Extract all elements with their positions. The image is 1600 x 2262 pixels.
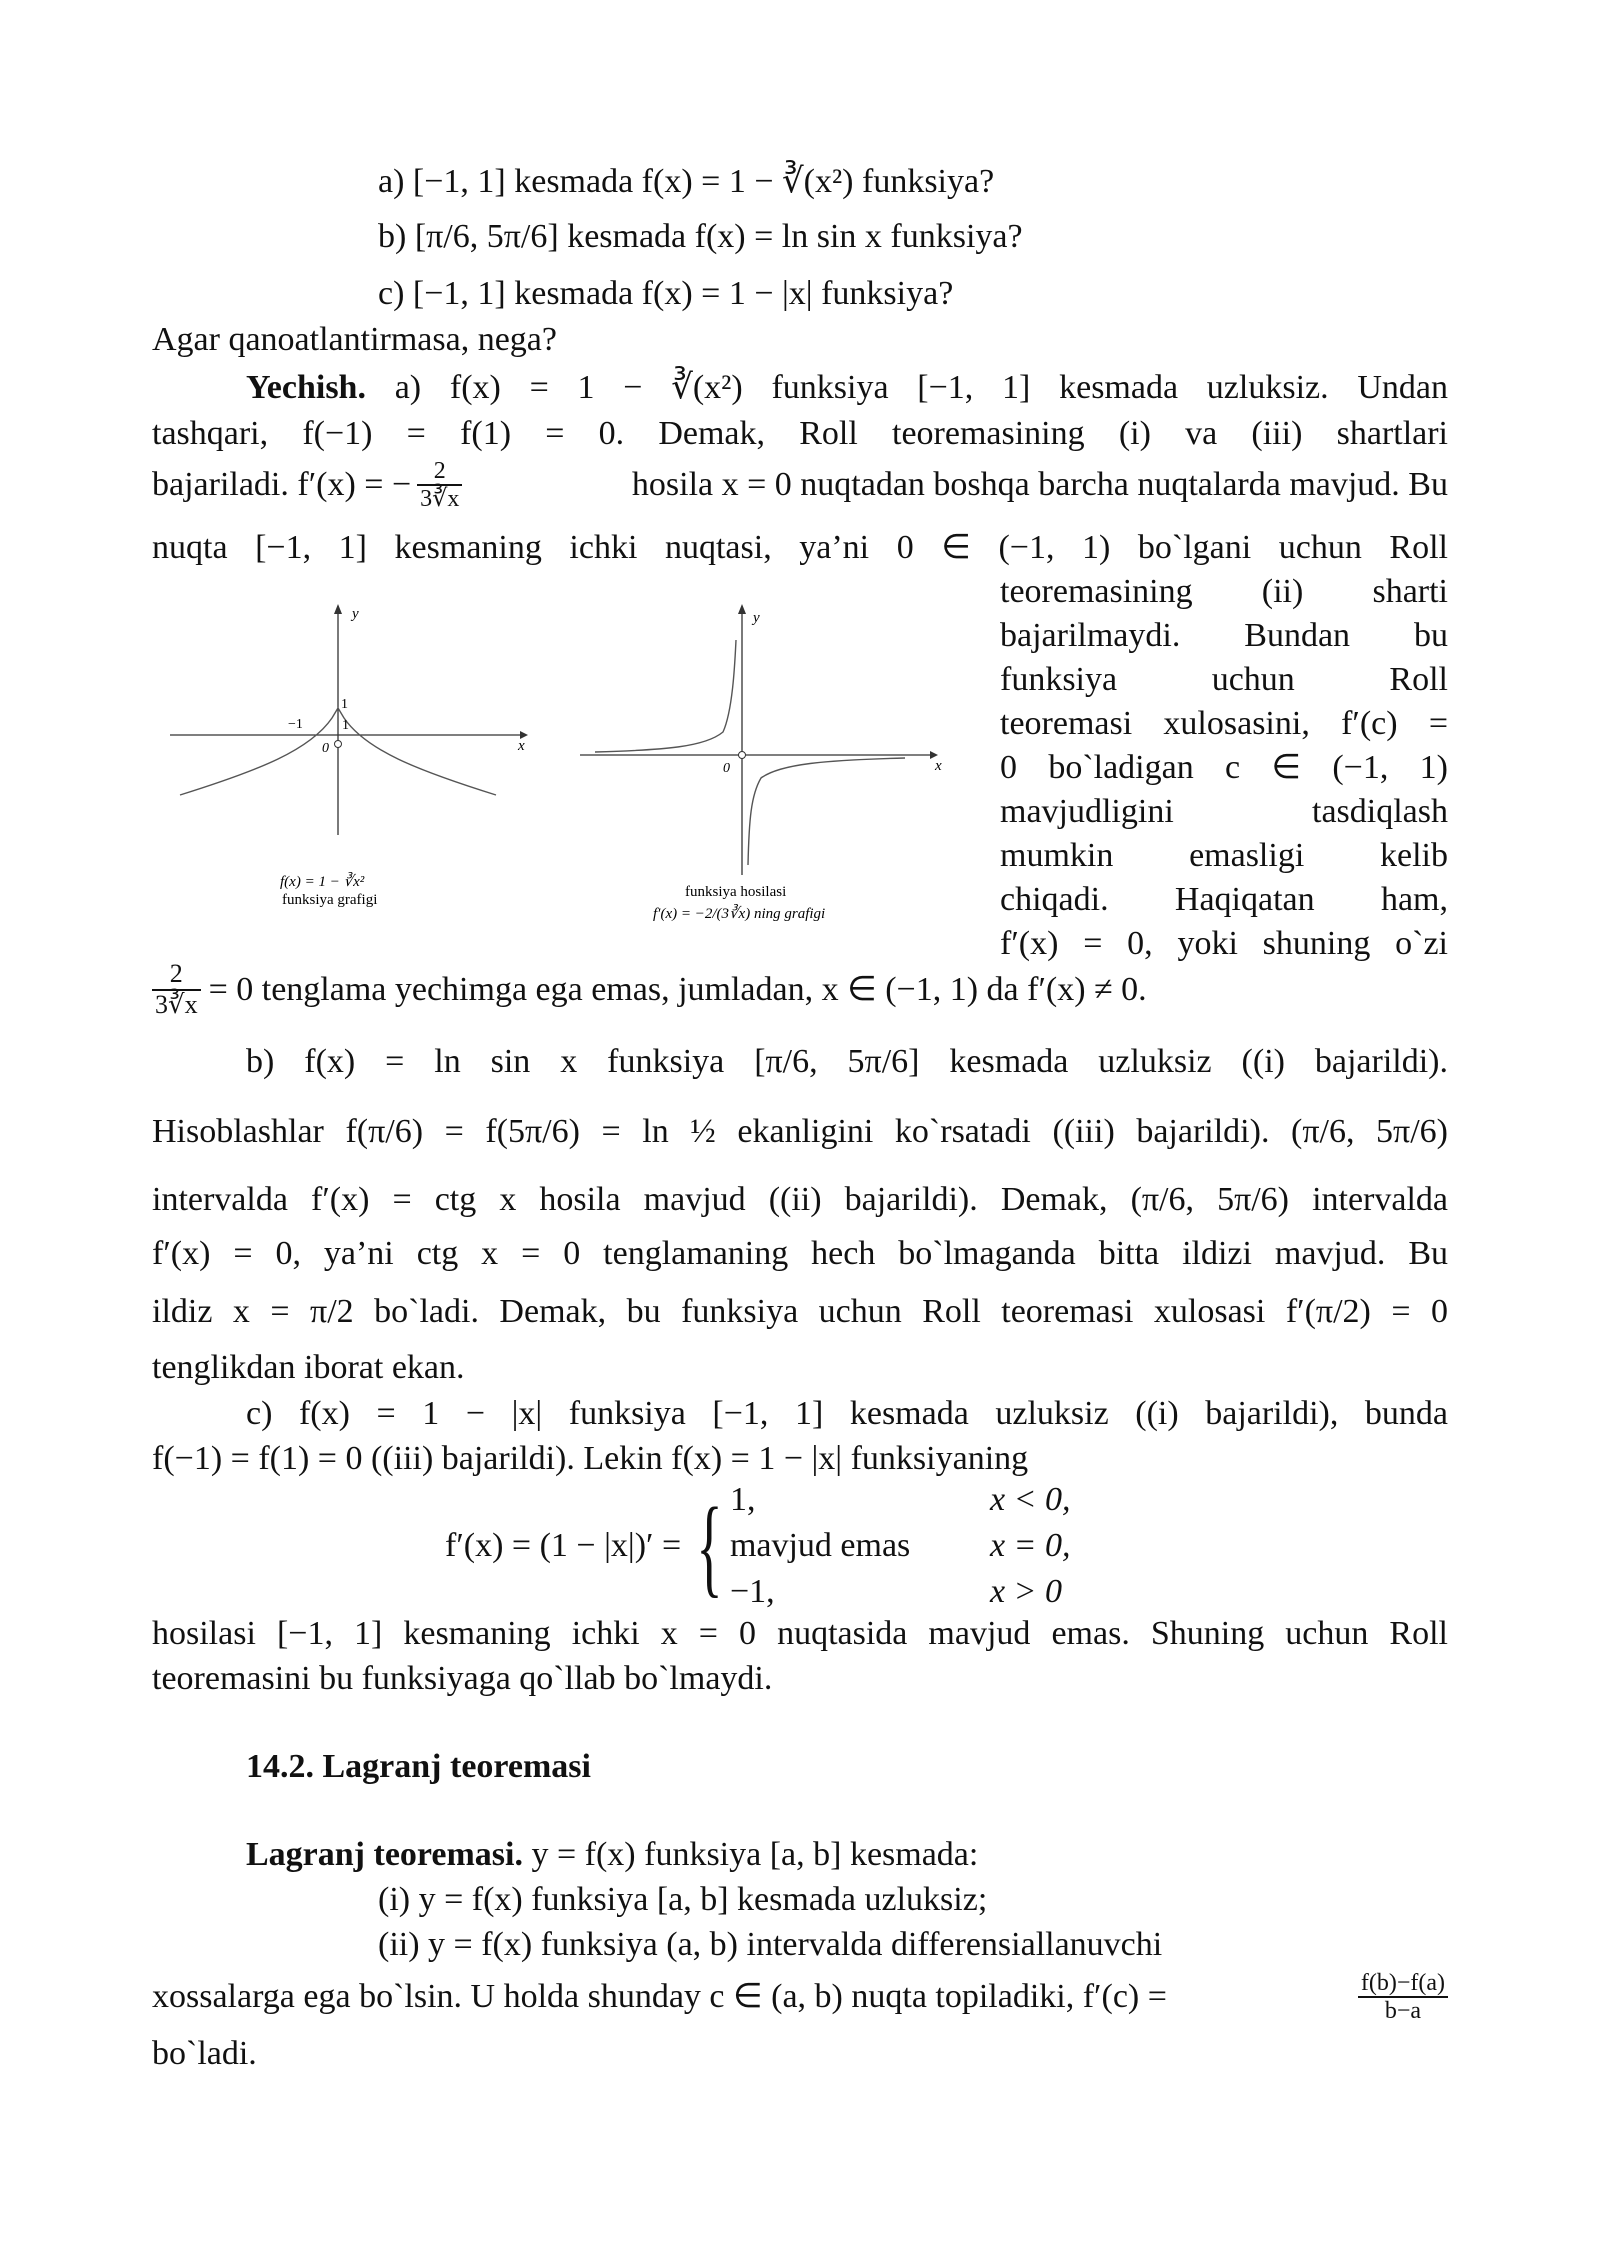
y-axis-arrow xyxy=(738,604,746,614)
derivative-fraction: $\frac{2}{3∛x}$ xyxy=(417,458,462,513)
cusp-marker xyxy=(335,741,342,748)
solution-a-line2: tashqari, f(−1) = f(1) = 0. Demak, Roll teoremasining (i) va (iii) shartlari xyxy=(152,415,1448,452)
side-text-line: teoremasi xulosasini, f′(c) = xyxy=(1000,705,1448,742)
solution-b-line5: ildiz x = π/2 bo`ladi. Demak, bu funksiya uchun Roll teoremasi xulosasi f′(π/2) = 0 xyxy=(152,1293,1448,1330)
solution-c-line3: hosilasi [−1, 1] kesmaning ichki x = 0 nuqtasida mavjud emas. Shuning uchun Roll xyxy=(152,1615,1448,1652)
case-condition: x < 0, xyxy=(989,1481,1071,1518)
solution-a-line3: bajariladi. f′(x) = − $\frac{2}{3∛x}$ hosila x = 0 nuqtadan boshqa barcha nuqtalarda mavjud. Bu xyxy=(152,458,1448,513)
y-label: y xyxy=(753,610,760,626)
solution-b-line3: intervalda f′(x) = ctg x hosila mavjud ((ii) bajarildi). Demak, (π/6, 5π/6) intervalda xyxy=(152,1181,1448,1218)
solution-b-line2: Hisoblashlar f(π/6) = f(5π/6) = ln ½ ekanligini ko`rsatadi ((iii) bajarildi). (π/6, 5π/6) xyxy=(152,1113,1448,1150)
graph-derivative xyxy=(575,600,965,930)
side-text-line: teoremasining (ii) sharti xyxy=(1000,573,1448,610)
origin-label: 0 xyxy=(322,741,329,756)
y-axis-arrow xyxy=(334,604,342,614)
side-text-line: bajarilmaydi. Bundan bu xyxy=(1000,617,1448,654)
piecewise-derivative: f′(x) = (1 − |x|)′ = { 1, x < 0, mavjud emas x = 0, −1, x > 0 xyxy=(445,1478,1140,1615)
tick-y-one: 1 xyxy=(341,697,348,712)
case-condition: x = 0, xyxy=(989,1527,1071,1565)
side-text-line: funksiya uchun Roll xyxy=(1000,661,1448,698)
left-brace: { xyxy=(696,1485,723,1608)
right-caption-2: f′(x) = −2/(3∛x) ning grafigi xyxy=(653,906,826,922)
conclusion-fraction: $\frac{2}{3∛x}$ xyxy=(152,960,201,1019)
curve-left-branch xyxy=(595,640,736,752)
condition-ii: (ii) y = f(x) funksiya (a, b) intervalda differensiallanuvchi xyxy=(378,1926,1163,1963)
solution-b-line4: f′(x) = 0, ya’ni ctg x = 0 tenglamaning hech bo`lmaganda bitta ildizi mavjud. Bu xyxy=(152,1235,1448,1272)
solution-c-line2: f(−1) = f(1) = 0 ((iii) bajarildi). Lekin f(x) = 1 − |x| funksiyaning xyxy=(152,1440,1029,1477)
theorem-statement: Lagranj teoremasi. y = f(x) funksiya [a, b] kesmada: xyxy=(246,1836,979,1873)
solution-c-line1: c) f(x) = 1 − |x| funksiya [−1, 1] kesmada uzluksiz ((i) bajarildi), bunda xyxy=(246,1395,1448,1432)
left-caption-1: f(x) = 1 − ∛x² xyxy=(280,874,365,890)
solution-a-line4: nuqta [−1, 1] kesmaning ichki nuqtasi, ya’ni 0 ∈ (−1, 1) bo`lgani uchun Roll xyxy=(152,529,1448,566)
case-condition: x > 0 xyxy=(989,1573,1062,1611)
side-text-line: f′(x) = 0, yoki shuning o`zi xyxy=(1000,925,1448,962)
theorem-end: bo`ladi. xyxy=(152,2035,257,2072)
y-label: y xyxy=(352,606,359,622)
side-text-line: mavjudligini tasdiqlash xyxy=(1000,793,1448,830)
solution-heading: Yechish. xyxy=(246,369,366,406)
question-c: c) [−1, 1] kesmada f(x) = 1 − |x| funksiya? xyxy=(378,275,954,312)
graph-function xyxy=(160,600,540,920)
solution-b-line6: tenglikdan iborat ekan. xyxy=(152,1349,465,1386)
case-value: −1, xyxy=(729,1573,775,1611)
solution-a-line1: Yechish. a) f(x) = 1 − ∛(x²) funksiya [−1, 1] kesmada uzluksiz. Undan xyxy=(246,369,1448,406)
origin-label: 0 xyxy=(723,761,730,776)
tick-one: 1 xyxy=(342,718,349,733)
theorem-conclusion: xossalarga ega bo`lsin. U holda shunday c ∈ (a, b) nuqta topiladiki, f′(c) = $\frac{f(b)-f(a)}{b-a}$ xyxy=(152,1970,1448,2025)
solution-a-side-text xyxy=(1000,570,1448,966)
question-b: b) [π/6, 5π/6] kesmada f(x) = ln sin x funksiya? xyxy=(378,218,1023,255)
solution-c-line4: teoremasini bu funksiyaga qo`llab bo`lmaydi. xyxy=(152,1660,773,1697)
solution-b-line1: b) f(x) = ln sin x funksiya [π/6, 5π/6] kesmada uzluksiz ((i) bajarildi). xyxy=(246,1043,1448,1080)
side-text-line: 0 bo`ladigan c ∈ (−1, 1) xyxy=(1000,749,1448,786)
tick-minus-one: −1 xyxy=(288,717,303,732)
case-value: mavjud emas xyxy=(729,1527,911,1565)
origin-marker xyxy=(739,752,746,759)
left-caption-2: funksiya grafigi xyxy=(282,892,378,908)
side-text-line: mumkin emasligi kelib xyxy=(1000,837,1448,874)
question-why: Agar qanoatlantirmasa, nega? xyxy=(152,321,557,358)
side-text-line: chiqadi. Haqiqatan ham, xyxy=(1000,881,1448,918)
question-a: a) [−1, 1] kesmada f(x) = 1 − ∛(x²) funksiya? xyxy=(378,163,995,200)
section-title: 14.2. Lagranj teoremasi xyxy=(246,1748,591,1785)
x-label: x xyxy=(518,738,525,754)
piecewise-cases xyxy=(730,1478,1140,1615)
lagrange-fraction: $\frac{f(b)-f(a)}{b-a}$ xyxy=(1358,1970,1448,2025)
condition-i: (i) y = f(x) funksiya [a, b] kesmada uzluksiz; xyxy=(378,1881,988,1918)
solution-a-conclusion: $\frac{2}{3∛x}$ = 0 tenglama yechimga ega emas, jumladan, x ∈ (−1, 1) da f′(x) ≠ 0. xyxy=(152,960,1448,1019)
case-value: 1, xyxy=(729,1481,756,1518)
x-label: x xyxy=(935,758,942,774)
curve-right-branch xyxy=(748,758,905,865)
right-caption-1: funksiya hosilasi xyxy=(685,884,787,900)
